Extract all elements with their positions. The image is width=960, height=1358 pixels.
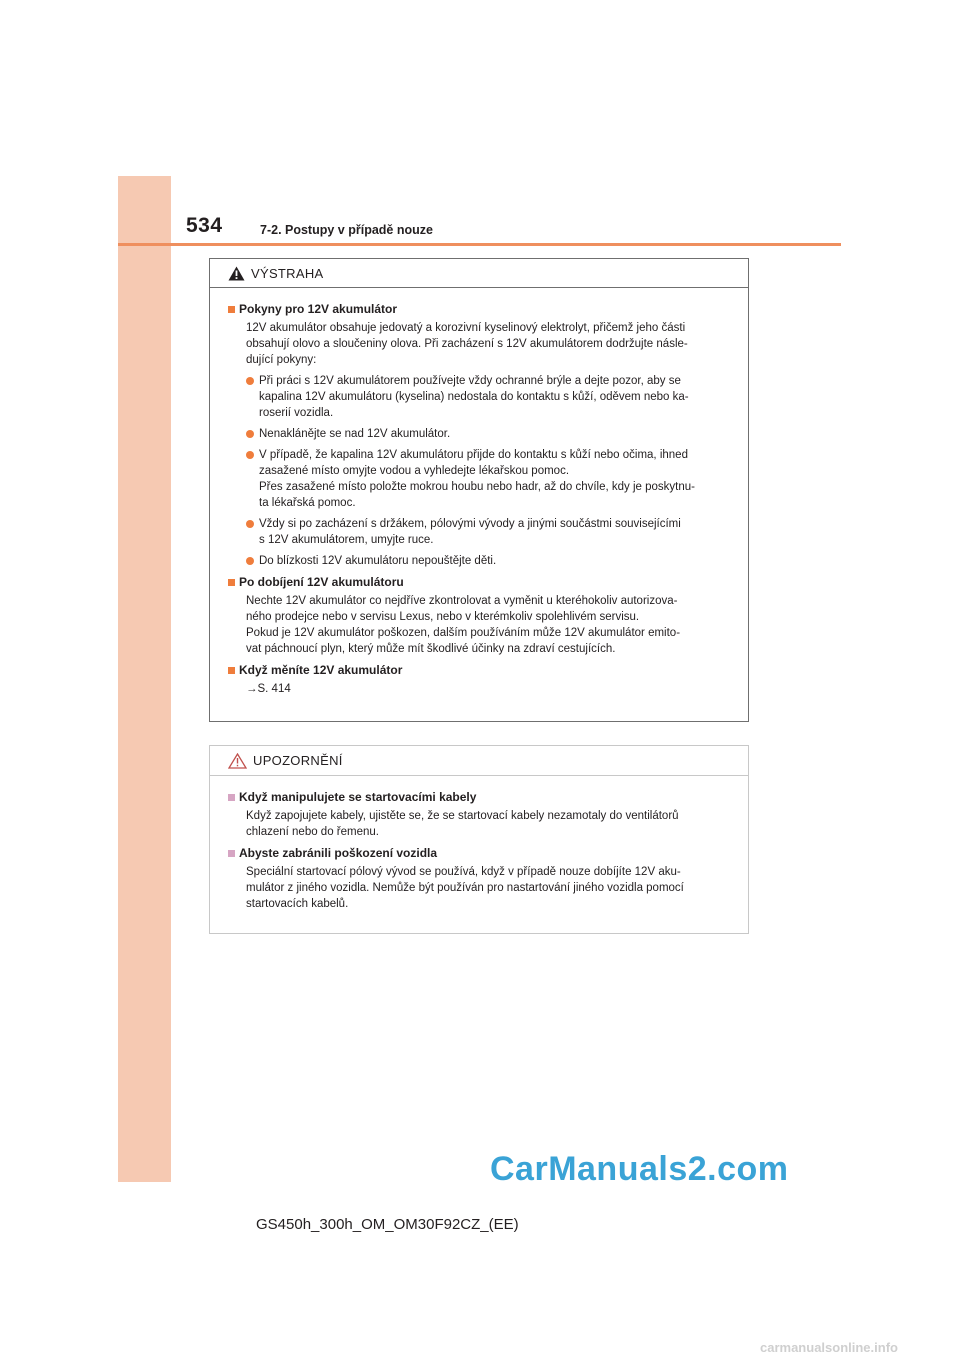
- warning-triangle-icon: [228, 266, 245, 281]
- warning-section-title: Pokyny pro 12V akumulátor: [228, 301, 742, 317]
- page-number: 534: [186, 214, 223, 237]
- warning-bullet: V případě, že kapalina 12V akumulátoru přijde do kontaktu s kůží nebo očima, ihned zasažené místo omyjte vodou a vyhledejte lékařskou pomoc. Přes zasažené místo položte mokrou houbu nebo hadr, až do chvíle, kdy je poskytnu- ta lékařská pomoc.: [228, 447, 742, 511]
- caution-body: [210, 776, 748, 912]
- warning-paragraph: Nechte 12V akumulátor co nejdříve zkontrolovat a vyměnit u kteréhokoliv autorizova- ného prodejce nebo v servisu Lexus, nebo v kterémkoliv spolehlivém servisu. Pokud je 12V akumulátor poškozen, dalším používáním může 12V akumulátor emito- vat páchnoucí plyn, který může mít škodlivé účinky na zdraví cestujících.: [246, 595, 681, 655]
- watermark-logo: CarManuals2.com: [490, 1150, 789, 1188]
- warning-bullet: Při práci s 12V akumulátorem používejte vždy ochranné brýle a dejte pozor, aby se kapalina 12V akumulátoru (kyselina) nedostala do kontaktu s kůží, oděvem nebo ka- roserií vozidla.: [228, 373, 742, 421]
- caution-title: UPOZORNĚNÍ: [253, 753, 343, 768]
- warning-bullet: Nenaklánějte se nad 12V akumulátor.: [228, 426, 742, 442]
- square-marker-icon: [228, 850, 235, 857]
- caution-section-title: Když manipulujete se startovacími kabely: [228, 789, 742, 805]
- caution-section-title: Abyste zabránili poškození vozidla: [228, 845, 742, 861]
- bottom-watermark: carmanualsonline.info: [760, 1340, 898, 1355]
- caution-paragraph: Speciální startovací pólový vývod se používá, když v případě nouze dobíjíte 12V aku- mulátor z jiného vozidla. Nemůže být používán pro nastartování jiného vozidla pomocí startovacích kabelů.: [246, 866, 684, 910]
- page-reference-link[interactable]: →S. 414: [246, 683, 291, 695]
- warning-title: VÝSTRAHA: [251, 265, 324, 281]
- warning-box: [209, 258, 749, 722]
- square-marker-icon: [228, 579, 235, 586]
- document-code: GS450h_300h_OM_OM30F92CZ_(EE): [256, 1216, 519, 1233]
- warning-body: [210, 288, 748, 697]
- bullet-dot-icon: [246, 430, 254, 438]
- side-band: [118, 176, 171, 1182]
- caution-triangle-icon: [228, 753, 247, 769]
- warning-box-header: [210, 259, 748, 288]
- warning-section-title: Po dobíjení 12V akumulátoru: [228, 574, 742, 590]
- bullet-dot-icon: [246, 520, 254, 528]
- header-rule: [118, 243, 841, 246]
- caution-box: [209, 745, 749, 934]
- section-title: 7-2. Postupy v případě nouze: [260, 223, 433, 237]
- square-marker-icon: [228, 667, 235, 674]
- warning-paragraph: 12V akumulátor obsahuje jedovatý a korozivní kyselinový elektrolyt, přičemž jeho části obsahují olovo a sloučeniny olova. Při zacházení s 12V akumulátorem dodržujte násle- dující pokyny:: [246, 322, 688, 366]
- warning-bullet: Do blízkosti 12V akumulátoru nepouštějte děti.: [228, 553, 742, 569]
- warning-section-title: Když měníte 12V akumulátor: [228, 662, 742, 678]
- square-marker-icon: [228, 306, 235, 313]
- bullet-dot-icon: [246, 377, 254, 385]
- warning-bullet: Vždy si po zacházení s držákem, pólovými vývody a jinými součástmi souvisejícími s 12V akumulátorem, umyjte ruce.: [228, 516, 742, 548]
- bullet-dot-icon: [246, 451, 254, 459]
- caution-paragraph: Když zapojujete kabely, ujistěte se, že se startovací kabely nezamotaly do ventilátorů chlazení nebo do řemenu.: [246, 810, 679, 838]
- bullet-dot-icon: [246, 557, 254, 565]
- square-marker-icon: [228, 794, 235, 801]
- caution-box-header: [210, 746, 748, 776]
